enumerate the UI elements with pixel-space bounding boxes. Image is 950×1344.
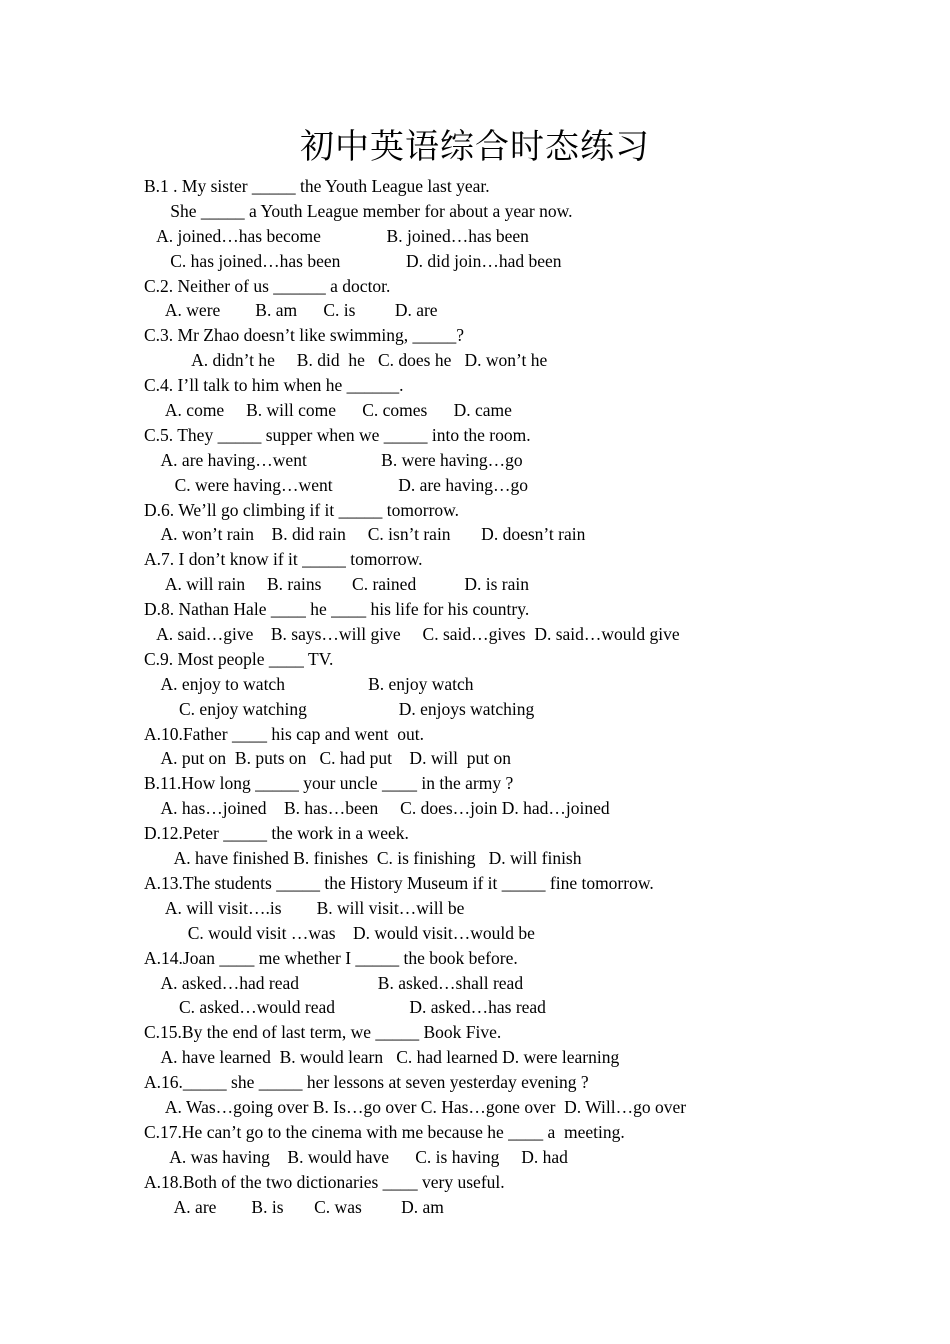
answer-options: C. asked…would read D. asked…has read: [144, 997, 546, 1018]
question-stem: C.17.He can’t go to the cinema with me because he ____ a meeting.: [144, 1121, 625, 1142]
question-list: [144, 174, 934, 1219]
answer-options: A. didn’t he B. did he C. does he D. won’t he: [144, 350, 548, 371]
answer-options: A. joined…has become B. joined…has been: [144, 225, 529, 246]
question-13: [144, 871, 934, 946]
question-5: [144, 423, 934, 498]
question-11: [144, 771, 934, 821]
question-2: [144, 274, 934, 324]
question-stem: C.3. Mr Zhao doesn’t like swimming, _____?: [144, 325, 464, 346]
answer-options: A. asked…had read B. asked…shall read: [144, 972, 524, 993]
answer-options: A. will rain B. rains C. rained D. is rain: [144, 574, 529, 595]
page-title: 初中英语综合时态练习: [300, 129, 650, 166]
answer-options: A. were B. am C. is D. are: [144, 300, 438, 321]
answer-options: C. would visit …was D. would visit…would be: [144, 922, 535, 943]
answer-options: C. enjoy watching D. enjoys watching: [144, 698, 535, 719]
answer-options: A. won’t rain B. did rain C. isn’t rain D. doesn’t rain: [144, 524, 586, 545]
question-7: [144, 547, 934, 597]
question-8: [144, 597, 934, 647]
question-12: [144, 821, 934, 871]
question-3: [144, 323, 934, 373]
question-10: [144, 722, 934, 772]
question-6: [144, 498, 934, 548]
question-stem: A.7. I don’t know if it _____ tomorrow.: [144, 549, 423, 570]
question-17: [144, 1120, 934, 1170]
question-stem: A.18.Both of the two dictionaries ____ very useful.: [144, 1171, 505, 1192]
question-18: [144, 1170, 934, 1220]
answer-options: A. was having B. would have C. is having D. had: [144, 1146, 568, 1167]
question-stem: C.9. Most people ____ TV.: [144, 648, 334, 669]
answer-options: A. come B. will come C. comes D. came: [144, 400, 512, 421]
question-stem: D.6. We’ll go climbing if it _____ tomorrow.: [144, 499, 460, 520]
answer-options: C. were having…went D. are having…go: [144, 474, 528, 495]
question-stem: C.2. Neither of us ______ a doctor.: [144, 275, 391, 296]
question-stem: D.8. Nathan Hale ____ he ____ his life for his country.: [144, 599, 530, 620]
answer-options: A. are B. is C. was D. am: [144, 1196, 444, 1217]
answer-options: A. has…joined B. has…been C. does…join D. had…joined: [144, 798, 610, 819]
question-stem-continued: She _____ a Youth League member for about a year now.: [144, 200, 573, 221]
answer-options: A. have finished B. finishes C. is finishing D. will finish: [144, 848, 582, 869]
question-stem: C.4. I’ll talk to him when he ______.: [144, 375, 404, 396]
answer-options: A. have learned B. would learn C. had learned D. were learning: [144, 1047, 620, 1068]
answer-options: A. Was…going over B. Is…go over C. Has…gone over D. Will…go over: [144, 1096, 687, 1117]
question-16: [144, 1070, 934, 1120]
question-1: [144, 174, 934, 274]
question-4: [144, 373, 934, 423]
answer-options: A. put on B. puts on C. had put D. will put on: [144, 748, 512, 769]
answer-options: C. has joined…has been D. did join…had been: [144, 250, 562, 271]
question-stem: A.10.Father ____ his cap and went out.: [144, 723, 424, 744]
question-stem: C.5. They _____ supper when we _____ into the room.: [144, 424, 531, 445]
question-stem: B.1 . My sister _____ the Youth League last year.: [144, 176, 490, 196]
question-stem: A.16._____ she _____ her lessons at seven yesterday evening ?: [144, 1072, 589, 1093]
answer-options: A. will visit….is B. will visit…will be: [144, 897, 465, 918]
question-stem: D.12.Peter _____ the work in a week.: [144, 823, 409, 844]
question-9: [144, 647, 934, 722]
answer-options: A. said…give B. says…will give C. said…gives D. said…would give: [144, 624, 680, 645]
question-stem: A.14.Joan ____ me whether I _____ the book before.: [144, 947, 518, 968]
answer-options: A. are having…went B. were having…go: [144, 449, 523, 470]
question-stem: B.11.How long _____ your uncle ____ in the army ?: [144, 773, 514, 794]
question-stem: A.13.The students _____ the History Museum if it _____ fine tomorrow.: [144, 872, 654, 893]
question-14: [144, 946, 934, 1021]
question-stem: C.15.By the end of last term, we _____ Book Five.: [144, 1022, 502, 1043]
answer-options: A. enjoy to watch B. enjoy watch: [144, 673, 474, 694]
question-15: [144, 1020, 934, 1070]
